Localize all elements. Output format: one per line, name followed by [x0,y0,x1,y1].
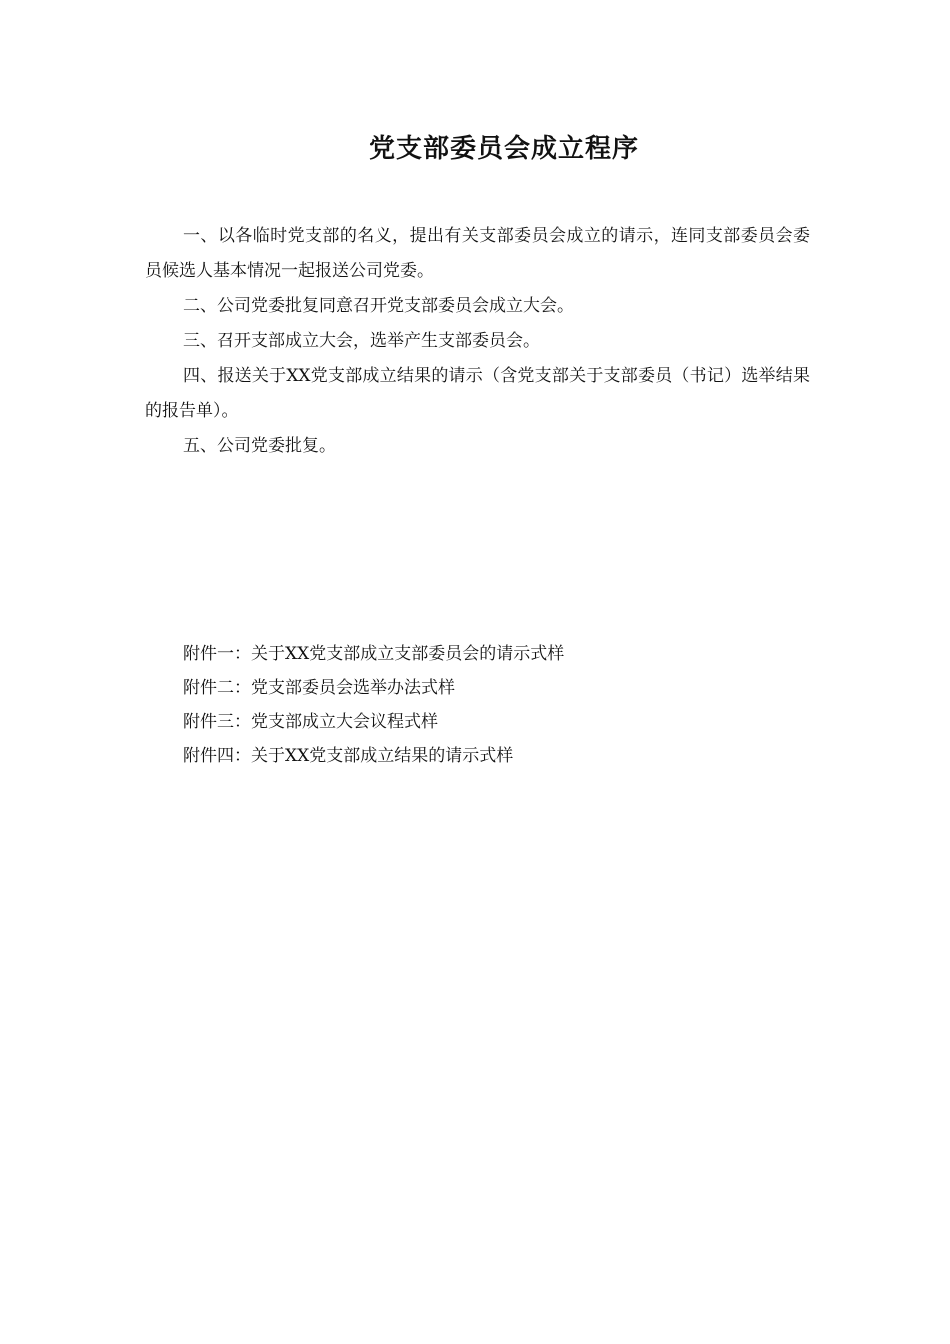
attachment-item-3: 附件三：党支部成立大会议程式样 [183,712,438,732]
attachment-item-4: 附件四：关于XX党支部成立结果的请示式样 [183,746,514,766]
attachment-list [145,637,810,773]
paragraph-step-2: 二、公司党委批复同意召开党支部委员会成立大会。 [183,296,574,316]
paragraph-step-5: 五、公司党委批复。 [183,436,336,456]
attachment-item-1: 附件一：关于XX党支部成立支部委员会的请示式样 [183,644,565,664]
document-title: 党支部委员会成立程序 [368,134,639,164]
document-body [145,219,810,464]
paragraph-step-4: 四、报送关于XX党支部成立结果的请示（含党支部关于支部委员（书记）选举结果的报告单）。 [145,366,810,421]
paragraph-step-1: 一、以各临时党支部的名义，提出有关支部委员会成立的请示，连同支部委员会委员候选人基本情况一起报送公司党委。 [145,226,810,281]
paragraph-step-3: 三、召开支部成立大会，选举产生支部委员会。 [183,331,540,351]
attachment-item-2: 附件二：党支部委员会选举办法式样 [183,678,455,698]
